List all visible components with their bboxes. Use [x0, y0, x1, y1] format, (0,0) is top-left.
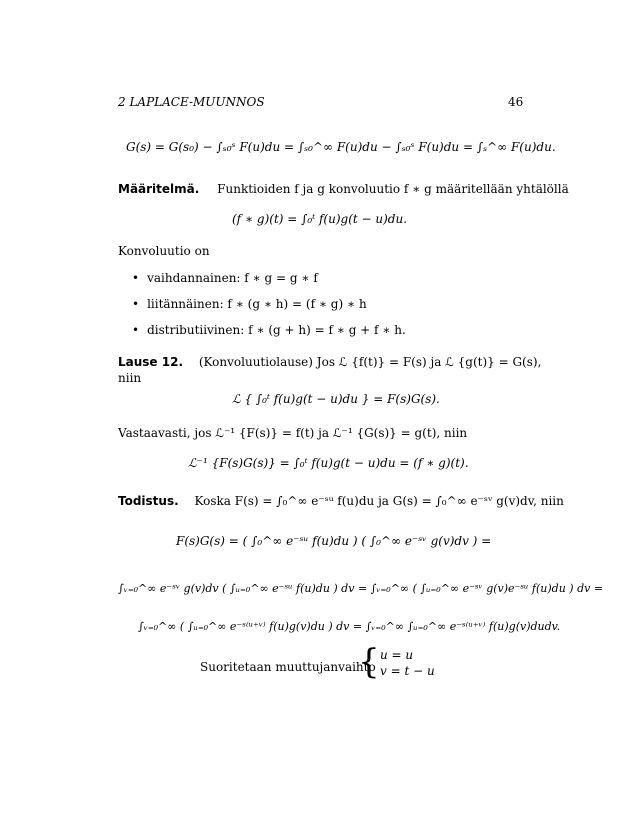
proof-equation-c: ∫ᵥ₌₀^∞ ( ∫ᵤ₌₀^∞ e⁻ˢ⁽ᵘ⁺ᵛ⁾ f(u)g(v)du ) dv = ∫ᵥ₌₀^∞ ∫ᵤ₌₀^∞ e⁻ˢ⁽ᵘ⁺ᵛ⁾ f(u)g(v)dudv.: [138, 620, 561, 633]
proof-line: [118, 494, 564, 508]
substitution-1: u = u: [380, 648, 414, 662]
bullet-icon: •: [132, 271, 140, 285]
definition-text: Funktioiden f ja g konvoluutio f ∗ g määritellään yhtälöllä: [217, 182, 569, 196]
theorem-equation: ℒ { ∫₀ᵗ f(u)g(t − u)du } = F(s)G(s).: [232, 392, 440, 406]
brace-icon: {: [358, 642, 380, 682]
proof-equation-a: F(s)G(s) = ( ∫₀^∞ e⁻ˢᵘ f(u)du ) ( ∫₀^∞ e⁻ˢᵛ g(v)dv ) =: [176, 534, 492, 548]
definition-line: [118, 182, 569, 196]
theorem-label: Lause 12.: [118, 355, 184, 369]
theorem-line: [118, 355, 541, 369]
definition-equation: (f ∗ g)(t) = ∫₀ᵗ f(u)g(t − u)du.: [232, 212, 408, 226]
theorem-equation-2: ℒ⁻¹ {F(s)G(s)} = ∫₀ᵗ f(u)g(t − u)du = (f ∗ g)(t).: [188, 456, 469, 470]
equation-gs: G(s) = G(s₀) − ∫ₛ₀ˢ F(u)du = ∫ₛ₀^∞ F(u)du − ∫ₛ₀ˢ F(u)du = ∫ₛ^∞ F(u)du.: [126, 140, 556, 154]
theorem-text-2: niin: [118, 371, 142, 385]
bullet-icon: •: [132, 323, 140, 337]
definition-label: Määritelmä.: [118, 182, 200, 196]
page-number: 46: [508, 95, 524, 109]
proof-label: Todistus.: [118, 494, 179, 508]
theorem-text: (Konvoluutiolause) Jos ℒ {f(t)} = F(s) ja ℒ {g(t)} = G(s),: [198, 355, 542, 369]
property-item: • vaihdannainen: f ∗ g = g ∗ f: [132, 271, 318, 285]
proof-text: Koska F(s) = ∫₀^∞ e⁻ˢᵘ f(u)du ja G(s) = ∫₀^∞ e⁻ˢᵛ g(v)dv, niin: [194, 494, 564, 508]
property-item: • distributiivinen: f ∗ (g + h) = f ∗ g + f ∗ h.: [132, 323, 406, 337]
properties-intro: Konvoluutio on: [118, 244, 210, 258]
proof-equation-b: ∫ᵥ₌₀^∞ e⁻ˢᵛ g(v)dv ( ∫ᵤ₌₀^∞ e⁻ˢᵘ f(u)du ) dv = ∫ᵥ₌₀^∞ ( ∫ᵤ₌₀^∞ e⁻ˢᵛ g(v)e⁻ˢᵘ f(u)du ) dv =: [118, 582, 604, 595]
section-header: 2 LAPLACE-MUUNNOS: [118, 95, 265, 109]
substitution-2: v = t − u: [380, 664, 435, 678]
bullet-icon: •: [132, 297, 140, 311]
theorem-text-3: Vastaavasti, jos ℒ⁻¹ {F(s)} = f(t) ja ℒ⁻¹ {G(s)} = g(t), niin: [118, 426, 468, 440]
substitution-label: Suoritetaan muuttujanvaihto: [200, 660, 376, 674]
property-item: • liitännäinen: f ∗ (g ∗ h) = (f ∗ g) ∗ h: [132, 297, 367, 311]
